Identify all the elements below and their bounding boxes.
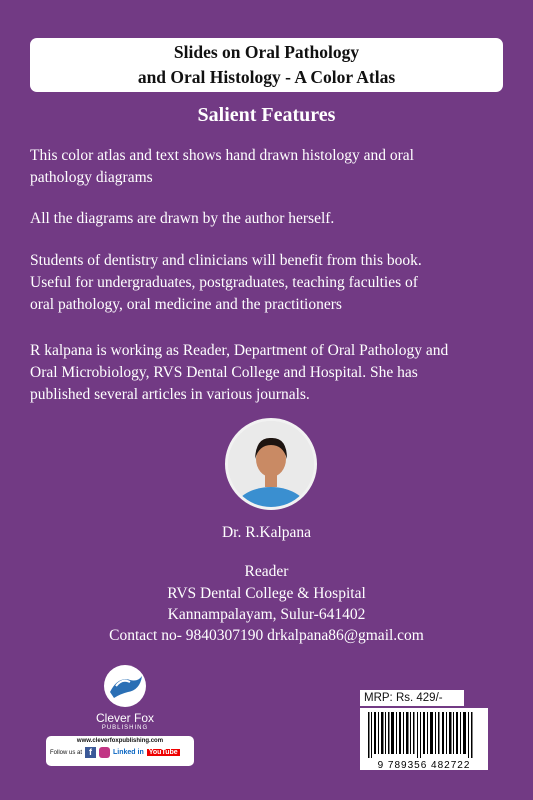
linkedin-label[interactable]: Linked in — [113, 749, 144, 756]
author-photo — [225, 418, 317, 510]
paragraph-line: pathology diagrams — [30, 169, 153, 186]
mrp-label: MRP: Rs. 429/- — [360, 690, 464, 706]
author-bio-paragraph — [30, 340, 506, 406]
paragraph-line: published several articles in various journals. — [30, 386, 310, 403]
author-portrait-icon — [228, 421, 314, 507]
publisher-website[interactable]: www.cleverfoxpublishing.com — [76, 738, 164, 744]
paragraph-line: Useful for undergraduates, postgraduates, teaching faculties of — [30, 274, 418, 291]
book-title-line-2: and Oral Histology - A Color Atlas — [137, 67, 396, 87]
paragraph-line: This color atlas and text shows hand drawn histology and oral — [30, 147, 414, 164]
author-position: Reader — [244, 563, 289, 580]
feature-paragraph-3 — [30, 250, 506, 316]
fox-logo-icon — [100, 664, 150, 708]
publisher-subtitle: PUBLISHING — [101, 725, 149, 731]
isbn-barcode — [360, 708, 488, 770]
author-address: Kannampalayam, Sulur-641402 — [167, 606, 366, 623]
author-contact: Contact no- 9840307190 drkalpana86@gmail.com — [109, 627, 424, 644]
instagram-icon[interactable] — [99, 747, 110, 758]
follow-label: Follow us at — [50, 749, 83, 756]
social-row — [50, 747, 194, 758]
facebook-icon[interactable]: f — [85, 747, 96, 758]
paragraph-line: All the diagrams are drawn by the author herself. — [30, 210, 335, 227]
author-name: Dr. R.Kalpana — [221, 524, 312, 541]
paragraph-line: R kalpana is working as Reader, Department of Oral Pathology and — [30, 342, 449, 359]
author-institution: RVS Dental College & Hospital — [167, 585, 366, 602]
paragraph-line: Students of dentistry and clinicians will benefit from this book. — [30, 252, 422, 269]
paragraph-line: oral pathology, oral medicine and the practitioners — [30, 296, 342, 313]
paragraph-line: Oral Microbiology, RVS Dental College and Hospital. She has — [30, 364, 418, 381]
publisher-logo — [92, 664, 158, 736]
isbn-digits: 9 789356 482722 — [377, 760, 471, 771]
book-title-line-1: Slides on Oral Pathology — [173, 42, 360, 62]
feature-paragraph-1 — [30, 145, 506, 189]
publisher-name: Clever Fox — [95, 711, 154, 725]
feature-paragraph-2 — [30, 208, 506, 230]
barcode-icon — [360, 708, 488, 758]
youtube-label[interactable]: YouTube — [148, 749, 178, 756]
section-title: Salient Features — [197, 104, 336, 126]
social-box — [46, 736, 194, 766]
book-title-box — [30, 38, 503, 92]
